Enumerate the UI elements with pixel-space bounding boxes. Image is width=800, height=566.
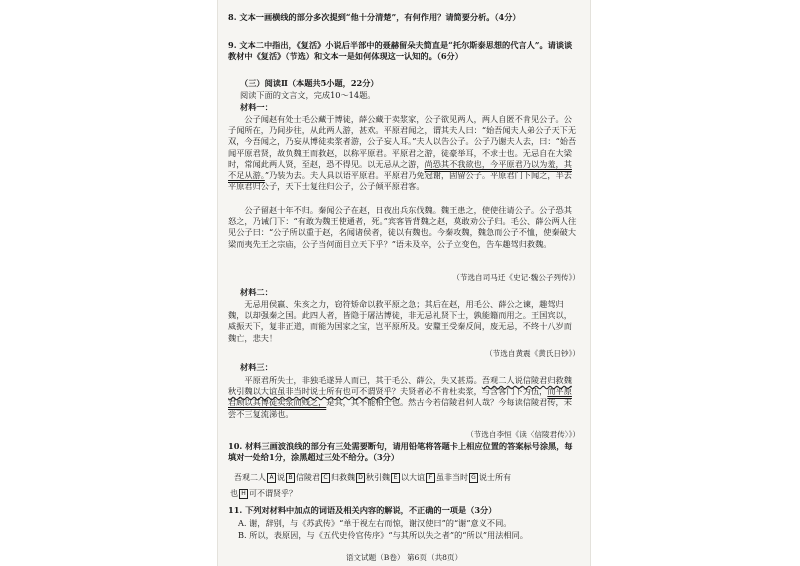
- material-3-text-c: 是其，其不能相士也。然古今若信陵君何人哉？今每读信陵君传，未尝不三复流涕也。: [228, 397, 572, 419]
- material-1-paragraph-2: 公子留赵十年不归。秦闻公子在赵，日夜出兵东伐魏。魏王患之，使使往请公子。公子恐其怒之，乃诫门下：“有敢为魏王使通者，死。”宾客皆背魏之赵，莫敢劝公子归。毛公、薛公两人往见公子曰：“公子所以重于赵，名闻诸侯者，徒以有魏也。今秦攻魏，魏急而公子不恤，使秦破大梁而夷先王之宗庙，公子当何面目立天下乎？”语未及卒，公子立变色，告车趣驾归救魏。: [228, 205, 577, 249]
- material-3-label: 材料三：: [240, 362, 273, 372]
- break-box-h[interactable]: H: [239, 489, 248, 499]
- material-2-label: 材料二：: [240, 287, 273, 297]
- material-3-wavy-underlined: 吾观二人说信陵君归救魏秋引魏以大谊虽非当时说士所有也可不谓贤乎？: [228, 375, 572, 397]
- material-3-text-a: 平原君所失士，非独毛遂异人而已，其于毛公、薛公，失又甚焉。: [244, 375, 482, 385]
- sentence-break-tail: [230, 487, 576, 501]
- material-2-paragraph: 无忌用侯嬴、朱亥之力，窃符矫命以救平原之急；其后在赵，用毛公、薛公之谏，趣驾归魏，以却强秦之国。此四人者，皆隐于屠沽博徒，非无忌礼贤下士，孰能籍而用之。王国宾以，威振天下，复非正道，而能为国家之宝，岂平原所及。安釐王受秦反间，废无忌，不终十八岁而魏亡，悲夫！: [228, 299, 572, 343]
- section-3-title: （三）阅读Ⅱ（本题共5小题，22分）: [240, 78, 379, 88]
- segment: 吾观二人: [234, 473, 266, 482]
- option-a: A. 谢，辞别，与《苏武传》“单于视左右而惊，谢汉使曰”的“谢”意义不同。: [238, 518, 512, 528]
- break-box-b[interactable]: B: [286, 473, 295, 483]
- section-3-instruction: 阅读下面的文言文，完成10～14题。: [240, 90, 376, 100]
- segment: 归救魏: [331, 473, 355, 482]
- exam-page: [218, 0, 590, 566]
- break-box-d[interactable]: D: [356, 473, 365, 483]
- break-box-e[interactable]: E: [391, 473, 400, 483]
- break-box-g[interactable]: G: [469, 473, 478, 483]
- segment: 信陵君: [296, 473, 320, 482]
- segment: 也: [230, 489, 238, 498]
- question-11: 11. 下列对材料中加点的词语及相关内容的解说，不正确的一项是（3分）: [228, 505, 497, 515]
- material-1-source: （节选自司马迁《史记·魏公子列传》）: [452, 273, 580, 282]
- segment: 虽非当时: [436, 473, 468, 482]
- material-1-text-a: 公子闻赵有处士毛公藏于博徒，薛公藏于卖浆家，公子欲见两人，两人自匿不肯见公子。公子闻所在，乃间步往，从此两人游，甚欢。平原君闻之，谓其夫人曰：“始吾闻夫人弟公子天下无双，今吾闻之，乃妄从博徒卖浆者游，公子妄人耳。”夫人以告公子。公子乃谢夫人去，曰：“始吾闻平原君贤，故负魏王而救赵，以称平原君。平原君之游，徒豪举耳，不求士也。无忌自在大梁时，常闻此两人贤，至赵，恐不得见。以无忌从之游，: [228, 114, 577, 169]
- material-2-source: （节选自黄震《黄氏日钞》）: [485, 349, 580, 358]
- break-box-c[interactable]: C: [321, 473, 330, 483]
- segment: 可不谓贤乎？: [249, 489, 297, 498]
- segment: 说: [277, 473, 285, 482]
- material-3-source: （节选自李恒《读〈信陵君传〉》）: [466, 430, 580, 439]
- segment: 秋引魏: [366, 473, 390, 482]
- option-b: B. 所以，表原因，与《五代史伶官传序》“与其所以失之者”的“所以”用法相同。: [238, 530, 528, 540]
- material-1-label: 材料一：: [240, 102, 273, 112]
- page-footer: 语文试题（B卷） 第6页（共8页）: [345, 553, 463, 562]
- segment: 说士所有: [479, 473, 511, 482]
- material-1-underlined: 尚恐其不我欲也，今平原君乃以为羞，其不足从游。: [228, 158, 572, 181]
- material-1-text-b: ”乃装为去。夫人具以语平原君。平原君乃免冠谢，固留公子。平原君门下闻之，半去平原君归公子，天下士复往归公子，公子倾平原君客。: [228, 170, 572, 192]
- question-8: 8. 文本一画横线的部分多次提到“他十分清楚”，有何作用？请简要分析。（4分）: [228, 12, 521, 22]
- material-3-underlined: 而平原君顾以其博徒卖浆而贱之，: [228, 386, 572, 408]
- break-box-f[interactable]: F: [426, 473, 435, 483]
- question-10: 10. 材料三画波浪线的部分有三处需要断句，请用铅笔将答题卡上相应位置的答案标号涂黑，每填对一处给1分，涂黑超过三处不给分。（3分）: [228, 441, 573, 463]
- segment: 以大谊: [401, 473, 425, 482]
- material-1-paragraph-1: [228, 114, 580, 192]
- question-9: 9. 文本二中指出，《复活》小说后半部中的聂赫留朵夫简直是“托尔斯泰思想的代言人”。请谈谈教材中《复活》（节选）和文本一是如何体现这一认知的。（6分）: [228, 40, 573, 62]
- material-3-paragraph: [228, 375, 580, 420]
- break-box-a[interactable]: A: [267, 473, 276, 483]
- material-3-text-b: 夫贤者必不肯杜卖浆，与含客门下为伍，: [399, 386, 548, 397]
- sentence-break-options: [234, 471, 580, 485]
